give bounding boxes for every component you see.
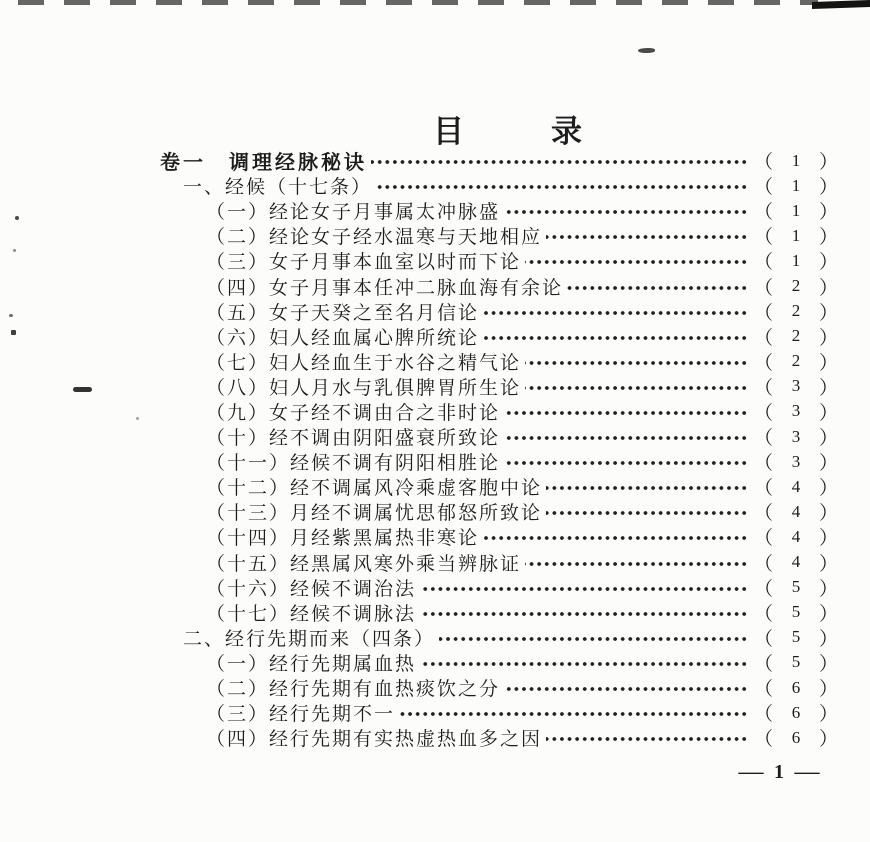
toc-entry-page [754, 323, 838, 350]
close-paren: ） [818, 402, 838, 424]
toc-entry-page [754, 724, 838, 751]
close-paren: ） [818, 553, 838, 575]
dot-leader [504, 685, 748, 693]
close-paren: ） [818, 352, 838, 374]
close-paren: ） [818, 503, 838, 525]
close-paren: ） [818, 704, 838, 726]
toc-entry-page [754, 649, 838, 676]
dot-leader [525, 258, 748, 266]
toc-entry-title: （四）女子月事本任冲二脉血海有余论 [206, 277, 564, 299]
scan-artifact-speck [9, 314, 13, 317]
toc-entry [206, 324, 838, 349]
toc-entry-title: （十一）经候不调有阴阳相胜论 [206, 453, 501, 475]
dot-leader [546, 735, 748, 743]
toc-entry-title: （九）女子经不调由合之非时论 [206, 402, 501, 424]
toc-entry-page [754, 398, 838, 425]
page-number: 5 [791, 627, 801, 647]
close-paren: ） [818, 302, 838, 324]
toc-entry [206, 299, 838, 324]
page-number: 2 [791, 301, 801, 321]
dot-leader [546, 484, 748, 492]
page-number: 3 [791, 426, 801, 446]
close-paren: ） [818, 152, 838, 174]
toc-entry [206, 675, 838, 700]
toc-entry-title: （三）女子月事本血室以时而下论 [206, 252, 522, 274]
close-paren: ） [818, 428, 838, 450]
open-paren: （ [754, 202, 774, 224]
page-number: 4 [791, 501, 801, 521]
close-paren: ） [818, 628, 838, 650]
open-paren: （ [754, 528, 774, 550]
close-paren: ） [818, 377, 838, 399]
scan-artifact-speck [136, 417, 139, 420]
dot-leader [504, 459, 748, 467]
page-number: 3 [791, 401, 801, 421]
toc-entry-page [754, 473, 838, 500]
toc-entry [206, 550, 838, 575]
close-paren: ） [818, 578, 838, 600]
page-number: 2 [791, 276, 801, 296]
toc-entry-title: （二）经行先期有血热痰饮之分 [206, 679, 501, 701]
close-paren: ） [818, 653, 838, 675]
page-number: 4 [791, 526, 801, 546]
close-paren: ） [818, 327, 838, 349]
toc-entry-page [754, 273, 838, 300]
toc-entry [206, 600, 838, 625]
toc-entry-page [754, 674, 838, 701]
page-number: 2 [791, 326, 801, 346]
dot-leader [504, 409, 748, 417]
open-paren: （ [754, 704, 774, 726]
close-paren: ） [818, 528, 838, 550]
footer-page-value: 1 [774, 761, 784, 783]
page-number: 1 [791, 225, 801, 245]
close-paren: ） [818, 252, 838, 274]
toc-entry [206, 499, 838, 524]
toc-entry [206, 374, 838, 399]
open-paren: （ [754, 729, 774, 751]
footer-right-dash: — [794, 761, 820, 783]
toc-entry-page [754, 348, 838, 375]
page-number: 1 [791, 150, 801, 170]
page-number: 6 [791, 677, 801, 697]
scan-artifact-speck [11, 330, 16, 335]
toc-entry [206, 650, 838, 675]
toc-entry-title: （三）经行先期不一 [206, 704, 396, 726]
toc-entry-title: （八）妇人月水与乳俱脾胃所生论 [206, 377, 522, 399]
dot-leader [504, 434, 748, 442]
page-number: 6 [791, 727, 801, 747]
open-paren: （ [754, 252, 774, 274]
page-number: 1 [791, 250, 801, 270]
close-paren: ） [818, 453, 838, 475]
open-paren: （ [754, 653, 774, 675]
page-number: 1 [791, 200, 801, 220]
toc-entry-title: （六）妇人经血属心脾所统论 [206, 327, 480, 349]
dot-leader [483, 334, 748, 342]
toc-entry-page [754, 147, 838, 174]
open-paren: （ [754, 302, 774, 324]
toc-entry-title: （二）经论女子经水温寒与天地相应 [206, 227, 543, 249]
dot-leader [439, 635, 748, 643]
scan-artifact-speck [13, 249, 16, 252]
page-title [433, 106, 583, 151]
toc-entry [206, 223, 838, 248]
toc-entry [206, 424, 838, 449]
toc-entry-page [754, 247, 838, 274]
toc-entry [206, 349, 838, 374]
page-number: 3 [791, 376, 801, 396]
footer-page-number [738, 761, 820, 784]
open-paren: （ [754, 453, 774, 475]
toc-entry [206, 725, 838, 750]
page-number: 2 [791, 351, 801, 371]
toc-entry-page [754, 298, 838, 325]
open-paren: （ [754, 227, 774, 249]
open-paren: （ [754, 553, 774, 575]
toc-entry-title: （十）经不调由阴阳盛衰所致论 [206, 428, 501, 450]
open-paren: （ [754, 402, 774, 424]
toc-entry [183, 173, 838, 198]
toc-entry [206, 198, 838, 223]
footer-left-dash: — [738, 761, 764, 783]
dot-leader [483, 309, 748, 317]
dot-leader [546, 509, 748, 517]
close-paren: ） [818, 177, 838, 199]
open-paren: （ [754, 277, 774, 299]
page-title-char-right: 录 [551, 114, 583, 149]
page-number: 5 [791, 652, 801, 672]
close-paren: ） [818, 603, 838, 625]
scan-artifact-top-dashes [18, 0, 818, 5]
scan-artifact-top-corner [812, 0, 870, 9]
toc-entry-page [754, 197, 838, 224]
toc-entry-title: 卷一 调理经脉秘诀 [160, 152, 367, 175]
dot-leader [399, 710, 748, 718]
toc-entry-title: （四）经行先期有实热虚热血多之因 [206, 729, 543, 751]
open-paren: （ [754, 428, 774, 450]
page-number: 3 [791, 451, 801, 471]
toc-entry-page [754, 172, 838, 199]
close-paren: ） [818, 478, 838, 500]
toc-entry-title: （十四）月经紫黑属热非寒论 [206, 528, 480, 550]
open-paren: （ [754, 152, 774, 174]
page-number: 1 [791, 175, 801, 195]
toc-entry-title: 一、经候（十七条） [183, 177, 373, 199]
dot-leader [525, 359, 748, 367]
open-paren: （ [754, 679, 774, 701]
toc-entry-page [754, 523, 838, 550]
close-paren: ） [818, 679, 838, 701]
dot-leader [525, 384, 748, 392]
dot-leader [371, 158, 748, 166]
toc-entry-page [754, 624, 838, 651]
toc-entry-title: （十三）月经不调属忧思郁怒所致论 [206, 503, 543, 525]
toc-entry-page [754, 448, 838, 475]
dot-leader [546, 233, 748, 241]
page-number: 4 [791, 476, 801, 496]
toc-entry [206, 399, 838, 424]
page-number: 5 [791, 602, 801, 622]
open-paren: （ [754, 377, 774, 399]
toc-list [160, 148, 838, 750]
dot-leader [567, 284, 748, 292]
open-paren: （ [754, 603, 774, 625]
open-paren: （ [754, 503, 774, 525]
open-paren: （ [754, 327, 774, 349]
dot-leader [420, 585, 748, 593]
dot-leader [420, 610, 748, 618]
toc-entry [160, 148, 838, 173]
toc-entry-title: （七）妇人经血生于水谷之精气论 [206, 352, 522, 374]
page-number: 4 [791, 552, 801, 572]
toc-entry [206, 248, 838, 273]
toc-entry-title: （十五）经黑属风寒外乘当辨脉证 [206, 553, 522, 575]
scan-artifact-speck [15, 216, 19, 220]
toc-entry [183, 625, 838, 650]
dot-leader [376, 183, 748, 191]
dot-leader [525, 560, 748, 568]
toc-entry [206, 700, 838, 725]
toc-entry [206, 449, 838, 474]
toc-entry-title: （五）女子天癸之至名月信论 [206, 302, 480, 324]
close-paren: ） [818, 202, 838, 224]
open-paren: （ [754, 578, 774, 600]
toc-entry-page [754, 699, 838, 726]
toc-entry-title: （十六）经候不调治法 [206, 578, 417, 600]
toc-entry-title: （十二）经不调属风冷乘虚客胞中论 [206, 478, 543, 500]
toc-entry-page [754, 599, 838, 626]
page-number: 6 [791, 702, 801, 722]
scan-artifact-speck [638, 48, 655, 53]
toc-entry-page [754, 373, 838, 400]
toc-entry [206, 474, 838, 499]
toc-entry-page [754, 574, 838, 601]
close-paren: ） [818, 227, 838, 249]
toc-entry [206, 273, 838, 298]
toc-entry [206, 524, 838, 549]
close-paren: ） [818, 277, 838, 299]
toc-entry-title: 二、经行先期而来（四条） [183, 628, 436, 650]
open-paren: （ [754, 628, 774, 650]
dot-leader [504, 208, 748, 216]
dot-leader [420, 660, 748, 668]
toc-entry-page [754, 222, 838, 249]
open-paren: （ [754, 177, 774, 199]
page-number: 5 [791, 577, 801, 597]
toc-entry-page [754, 549, 838, 576]
toc-entry-title: （一）经行先期属血热 [206, 653, 417, 675]
page-title-char-left: 目 [433, 114, 465, 149]
toc-entry-title: （一）经论女子月事属太冲脉盛 [206, 202, 501, 224]
open-paren: （ [754, 352, 774, 374]
scan-artifact-speck [73, 387, 92, 392]
toc-entry [206, 575, 838, 600]
close-paren: ） [818, 729, 838, 751]
open-paren: （ [754, 478, 774, 500]
toc-entry-title: （十七）经候不调脉法 [206, 603, 417, 625]
toc-entry-page [754, 423, 838, 450]
dot-leader [483, 534, 748, 542]
toc-entry-page [754, 498, 838, 525]
